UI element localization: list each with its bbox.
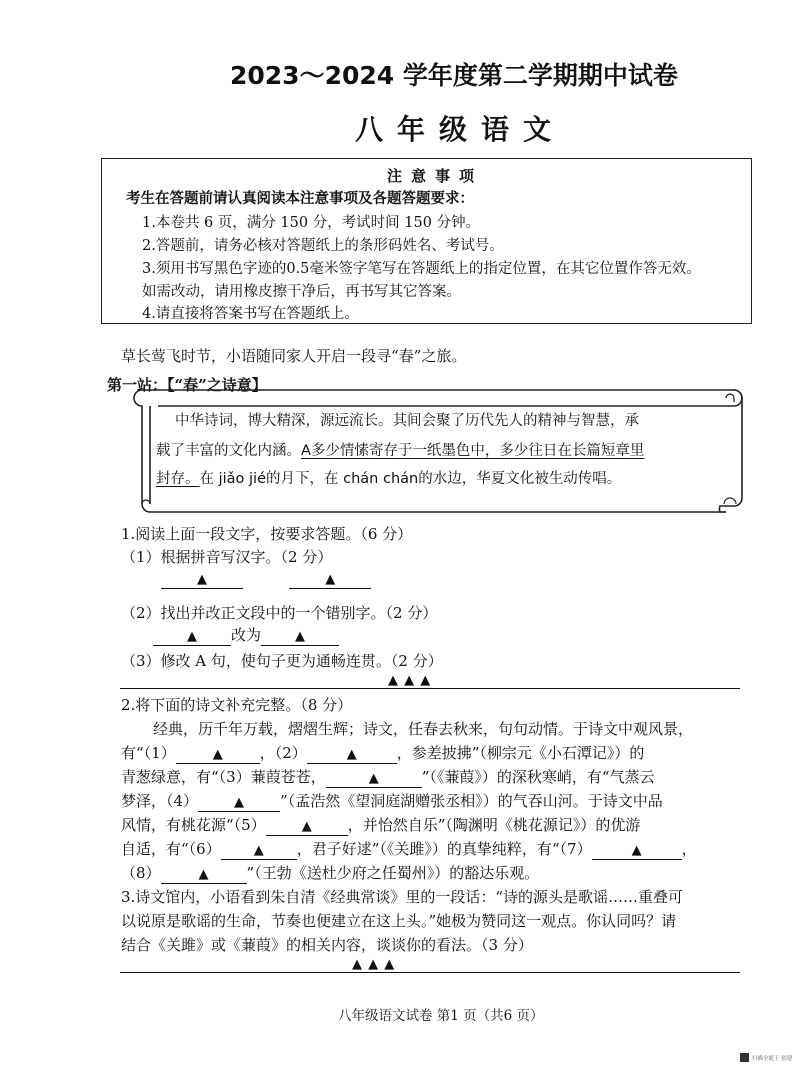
q2-line-6 bbox=[121, 838, 697, 860]
scan-watermark: 扫描全能王 创建 bbox=[752, 1056, 793, 1062]
notice-item: 如需改动，请用橡皮擦干净后，再书写其它答案。 bbox=[142, 284, 461, 300]
answer-blank[interactable]: ▲ bbox=[153, 628, 231, 646]
intro-text: 草长莺飞时节，小语随同家人开启一段寻“春”之旅。 bbox=[121, 347, 467, 365]
answer-blank[interactable]: ▲ bbox=[221, 842, 297, 860]
answer-blank[interactable]: ▲ bbox=[266, 818, 348, 836]
notice-heading: 注意事项 bbox=[387, 167, 484, 185]
text: ”（王勃《送杜少府之任蜀州》）的豁达乐观。 bbox=[246, 864, 540, 882]
q2-line-7 bbox=[121, 862, 539, 884]
q1-sub2-answers bbox=[153, 624, 339, 646]
answer-blank[interactable]: ▲ bbox=[176, 746, 260, 764]
scroll-line-1: 中华诗词，博大精深，源远流长。其间会聚了历代先人的精神与智慧，承 bbox=[175, 413, 639, 429]
answer-blank[interactable]: ▲ bbox=[161, 571, 243, 589]
q1-stem: 1.阅读上面一段文字，按要求答题。（6 分） bbox=[121, 525, 413, 543]
notice-item: 4.请直接将答案书写在答题纸上。 bbox=[142, 306, 359, 322]
answer-blank[interactable]: ▲ bbox=[161, 866, 247, 884]
q1-sub1: （1）根据拼音写汉字。（2 分） bbox=[121, 548, 333, 566]
text: 自适，有“（6） bbox=[121, 840, 221, 858]
answer-blank[interactable]: ▲ bbox=[307, 746, 397, 764]
scroll-text: 载了丰富的文化内涵。 bbox=[156, 443, 301, 459]
notice-item: 3.须用书写黑色字迹的0.5毫米签字笔写在答题纸上的指定位置，在其它位置作答无效。 bbox=[142, 261, 701, 277]
scroll-line-3 bbox=[156, 467, 621, 488]
q1-sub2-mid: 改为 bbox=[231, 626, 262, 644]
answer-blank[interactable]: ▲ bbox=[261, 628, 339, 646]
scroll-line-2 bbox=[156, 439, 644, 460]
q3-line-1: 3.诗文馆内，小语看到朱自清《经典常谈》里的一段话：“诗的源头是歌谣……重叠可 bbox=[121, 888, 683, 906]
text: ，并怡然自乐”（陶渊明《桃花源记》）的优游 bbox=[347, 816, 641, 834]
page-footer: 八年级语文试卷 第1 页（共6 页） bbox=[338, 1008, 544, 1024]
q2-line-1: 经典，历千年万载，熠熠生辉；诗文，任春去秋来，句句动情。于诗文中观风景， bbox=[153, 720, 694, 738]
text: ，（2） bbox=[259, 744, 307, 762]
scroll-text: 在 jiǎo jié的月下，在 chán chán的水边，华夏文化被生动传唱。 bbox=[199, 471, 622, 487]
q2-line-4 bbox=[121, 790, 663, 812]
answer-markers: ▲ ▲ ▲ bbox=[352, 957, 396, 972]
q3-line-3: 结合《关雎》或《蒹葭》的相关内容，谈谈你的看法。（3 分） bbox=[121, 936, 533, 954]
answer-blank[interactable]: ▲ bbox=[326, 770, 422, 788]
page-title: 2023～2024 学年度第二学期期中试卷 bbox=[230, 61, 678, 90]
notice-intro: 考生在答题前请认真阅读本注意事项及各题答题要求： bbox=[126, 190, 474, 207]
text: ”（《蒹葭》）的深秋寒峭，有“气蒸云 bbox=[421, 768, 655, 786]
text: （8） bbox=[121, 864, 161, 882]
answer-markers: ▲ ▲ ▲ bbox=[388, 673, 432, 688]
page-subtitle: 八年级语文 bbox=[355, 113, 566, 146]
q3-line-2: 以说原是歌谣的生命，节奏也便建立在这上头。”她极为赞同这一观点。你认同吗？请 bbox=[121, 912, 677, 930]
text: 有“（1） bbox=[121, 744, 176, 762]
station-label: 第一站：【“春”之诗意】 bbox=[107, 376, 267, 394]
answer-line[interactable] bbox=[120, 688, 740, 689]
answer-blank[interactable]: ▲ bbox=[198, 794, 280, 812]
text: ，参差披拂”（柳宗元《小石潭记》）的 bbox=[396, 744, 645, 762]
q1-sub2: （2）找出并改正文段中的一个错别字。（2 分） bbox=[121, 604, 438, 622]
text: ，君子好逑”（《关雎》）的真挚纯粹，有“（7） bbox=[296, 840, 592, 858]
q2-stem: 2.将下面的诗文补充完整。（8 分） bbox=[121, 696, 353, 714]
q2-line-2 bbox=[121, 742, 644, 764]
notice-item: 2.答题前，请务必核对答题纸上的条形码姓名、考试号。 bbox=[142, 238, 504, 254]
text: 风情，有桃花源“（5） bbox=[121, 816, 266, 834]
notice-box bbox=[101, 158, 752, 324]
notice-item: 1.本卷共 6 页，满分 150 分，考试时间 150 分钟。 bbox=[142, 215, 481, 231]
q2-line-5 bbox=[121, 814, 640, 836]
answer-blank[interactable]: ▲ bbox=[289, 571, 371, 589]
qr-code-icon bbox=[740, 1053, 749, 1062]
q1-sub1-answers bbox=[161, 568, 371, 589]
sentence-a-end: 封存。 bbox=[156, 471, 200, 487]
q2-line-3 bbox=[121, 766, 655, 788]
answer-blank[interactable]: ▲ bbox=[592, 842, 682, 860]
text: ”（孟浩然《望洞庭湖赠张丞相》）的气吞山河。于诗文中品 bbox=[280, 792, 663, 810]
answer-line[interactable] bbox=[120, 972, 740, 973]
text: 青葱绿意，有“（3）蒹葭苍苍， bbox=[121, 768, 326, 786]
sentence-a: A多少情愫寄存于一纸墨色中，多少往日在长篇短章里 bbox=[301, 443, 645, 459]
q1-sub3: （3）修改 A 句，使句子更为通畅连贯。（2 分） bbox=[121, 652, 443, 670]
text: ， bbox=[681, 840, 697, 858]
text: 梦泽，（4） bbox=[121, 792, 199, 810]
